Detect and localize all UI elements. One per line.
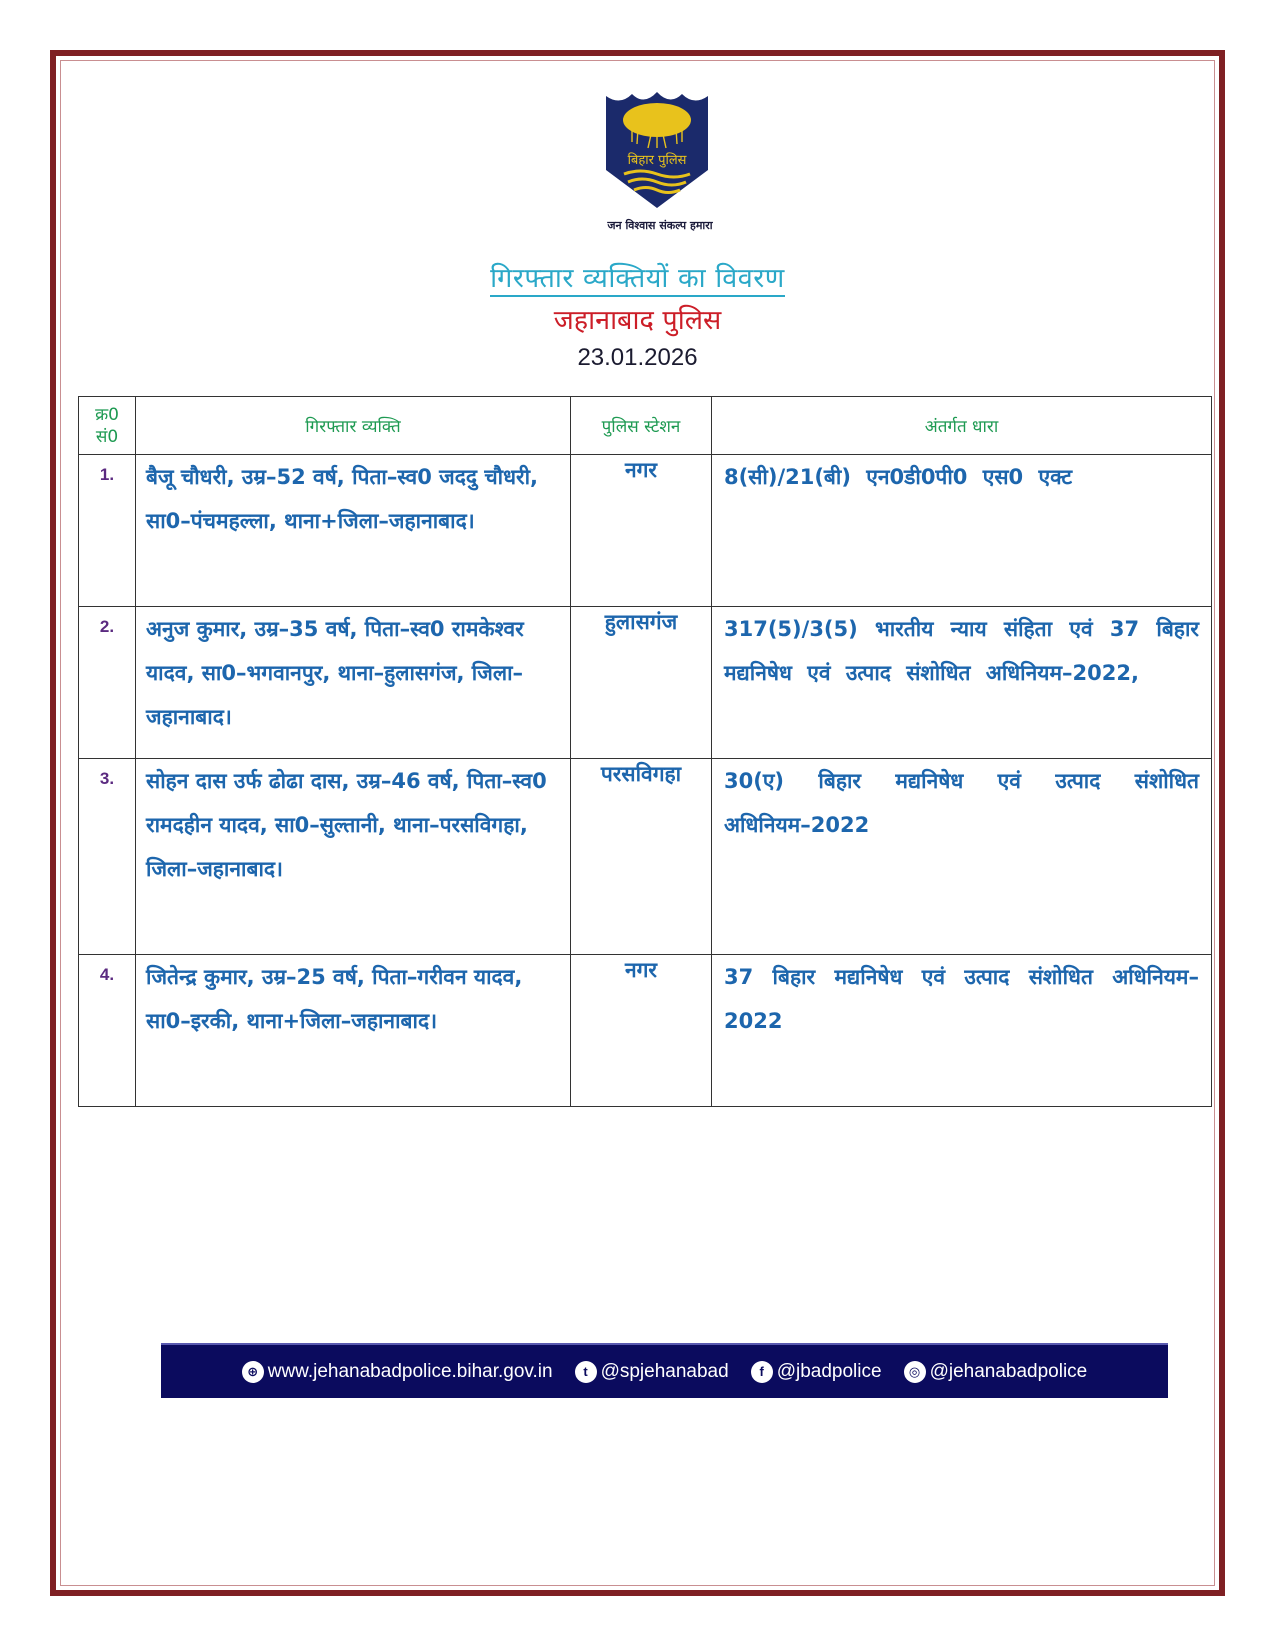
- table-row: [79, 759, 1212, 955]
- facebook-handle: @jbadpolice: [776, 1360, 882, 1382]
- instagram-link[interactable]: [904, 1361, 1088, 1383]
- website-text: www.jehanabadpolice.bihar.gov.in: [267, 1360, 553, 1382]
- person-cell: सोहन दास उर्फ ढोढा दास, उम्र–46 वर्ष, पिता–स्व0 रामदहीन यादव, सा0–सुल्तानी, थाना–परसविगहा, जिला–जहानाबाद।: [136, 759, 571, 955]
- person-cell: बैजू चौधरी, उम्र–52 वर्ष, पिता–स्व0 जददु चौधरी, सा0–पंचमहल्ला, थाना+जिला–जहानाबाद।: [136, 455, 571, 607]
- page-subtitle: जहानाबाद पुलिस: [553, 305, 722, 336]
- column-header-station: पुलिस स्टेशन: [571, 397, 712, 455]
- instagram-icon: ◎: [904, 1361, 926, 1383]
- svg-text:बिहार पुलिस: बिहार पुलिस: [627, 153, 687, 168]
- facebook-link[interactable]: [751, 1361, 882, 1383]
- bihar-police-logo-icon: [602, 90, 712, 210]
- contact-footer: [161, 1343, 1168, 1398]
- station-cell: नगर: [571, 955, 712, 1107]
- table-header-row: [79, 397, 1212, 455]
- table-row: [79, 607, 1212, 759]
- person-cell: अनुज कुमार, उम्र–35 वर्ष, पिता–स्व0 रामकेश्वर यादव, सा0–भगवानपुर, थाना–हुलासगंज, जिला–जहानाबाद।: [136, 607, 571, 759]
- twitter-handle: @spjehanabad: [600, 1360, 729, 1382]
- instagram-handle: @jehanabadpolice: [929, 1360, 1088, 1382]
- station-cell: हुलासगंज: [571, 607, 712, 759]
- section-cell: 30(ए) बिहार मद्यनिषेध एवं उत्पाद संशोधित अधिनियम–2022: [712, 759, 1212, 955]
- page-title: गिरफ्तार व्यक्तियों का विवरण: [0, 258, 1275, 295]
- serial-cell: 4.: [79, 955, 136, 1107]
- section-cell: 37 बिहार मद्यनिषेध एवं उत्पाद संशोधित अधिनियम–2022: [712, 955, 1212, 1107]
- serial-cell: 1.: [79, 455, 136, 607]
- twitter-link[interactable]: [575, 1361, 729, 1383]
- twitter-icon: t: [575, 1361, 597, 1383]
- column-header-serial: क्र0 सं0: [79, 397, 136, 455]
- table-row: [79, 955, 1212, 1107]
- table-row: [79, 455, 1212, 607]
- column-header-section: अंतर्गत धारा: [712, 397, 1212, 455]
- column-header-person: गिरफ्तार व्यक्ति: [136, 397, 571, 455]
- station-cell: नगर: [571, 455, 712, 607]
- station-cell: परसविगहा: [571, 759, 712, 955]
- section-cell: 8(सी)/21(बी) एन0डी0पी0 एस0 एक्ट: [712, 455, 1212, 607]
- serial-cell: 3.: [79, 759, 136, 955]
- website-link[interactable]: [242, 1361, 553, 1383]
- facebook-icon: f: [751, 1361, 773, 1383]
- globe-icon: ⊕: [242, 1361, 264, 1383]
- serial-cell: 2.: [79, 607, 136, 759]
- motto: जन विश्वास संकल्प हमारा: [607, 219, 713, 232]
- arrests-table: [78, 396, 1212, 1107]
- section-cell: 317(5)/3(5) भारतीय न्याय संहिता एवं 37 बिहार मद्यनिषेध एवं उत्पाद संशोधित अधिनियम–2022,: [712, 607, 1212, 759]
- person-cell: जितेन्द्र कुमार, उम्र–25 वर्ष, पिता–गरीवन यादव, सा0–इरकी, थाना+जिला–जहानाबाद।: [136, 955, 571, 1107]
- report-date: 23.01.2026: [577, 344, 698, 371]
